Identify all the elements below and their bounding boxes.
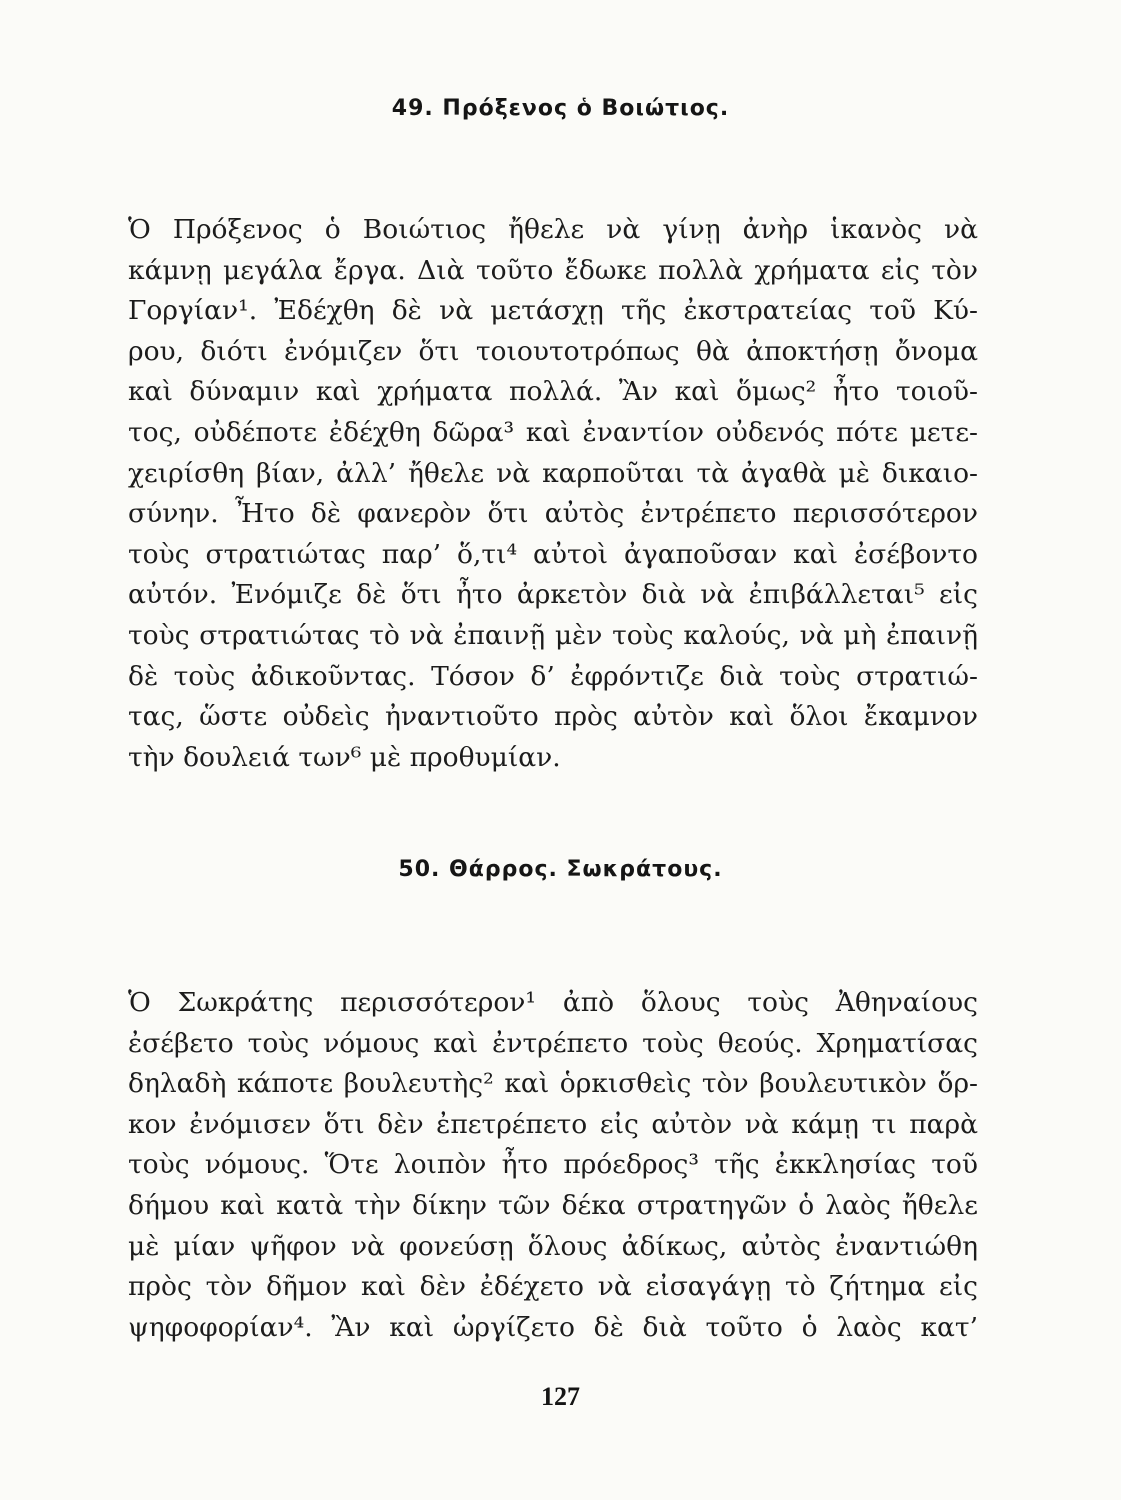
- text-line: Γοργίαν¹. Ἐδέχθη δὲ νὰ μετάσχῃ τῆς ἐκστρατείας τοῦ Κύ-: [128, 295, 978, 327]
- text-line: κον ἐνόμισεν ὅτι δὲν ἐπετρέπετο εἰς αὐτὸν νὰ κάμῃ τι παρὰ: [128, 1108, 978, 1140]
- text-line: Ὁ Σωκράτης περισσότερον¹ ἀπὸ ὅλους τοὺς Ἀθηναίους: [128, 987, 978, 1018]
- text-line: σύνην. Ἦτο δὲ φανερὸν ὅτι αὐτὸς ἐντρέπετο περισσότερον: [128, 498, 978, 530]
- text-line: μὲ μίαν ψῆφον νὰ φονεύσῃ ὅλους ἀδίκως, αὐτὸς ἐναντιώθη: [128, 1230, 978, 1262]
- text-line: τοὺς στρατιώτας παρ’ ὅ,τι⁴ αὐτοὶ ἀγαποῦσαν καὶ ἐσέβοντο: [128, 538, 978, 570]
- text-line: τὴν δουλειά των⁶ μὲ προθυμίαν.: [128, 741, 561, 773]
- text-line: ψηφοφορίαν⁴. Ἂν καὶ ὠργίζετο δὲ διὰ τοῦτο ὁ λαὸς κατ’: [128, 1311, 978, 1343]
- text-line: δηλαδὴ κάποτε βουλευτὴς² καὶ ὁρκισθεὶς τὸν βουλευτικὸν ὅρ-: [128, 1068, 978, 1100]
- text-line: ἐσέβετο τοὺς νόμους καὶ ἐντρέπετο τοὺς θεούς. Χρηματίσας: [128, 1027, 978, 1059]
- text-line: χειρίσθη βίαν, ἀλλ’ ἤθελε νὰ καρποῦται τὰ ἀγαθὰ μὲ δικαιο-: [128, 457, 978, 489]
- text-line: Ὁ Πρόξενος ὁ Βοιώτιος ἤθελε νὰ γίνῃ ἀνὴρ ἱκανὸς νὰ: [128, 214, 978, 245]
- text-line: κάμνῃ μεγάλα ἔργα. Διὰ τοῦτο ἔδωκε πολλὰ χρήματα εἰς τὸν: [128, 254, 978, 286]
- section-heading-49: 49. Πρόξενος ὁ Βοιώτιος.: [391, 96, 730, 121]
- section-heading-50: 50. Θάρρος. Σωκράτους.: [398, 857, 723, 882]
- text-line: τος, οὐδέποτε ἐδέχθη δῶρα³ καὶ ἐναντίον οὐδενός πότε μετε-: [128, 416, 978, 448]
- text-line: πρὸς τὸν δῆμον καὶ δὲν ἐδέχετο νὰ εἰσαγάγῃ τὸ ζήτημα εἰς: [128, 1271, 978, 1303]
- text-line: δήμου καὶ κατὰ τὴν δίκην τῶν δέκα στρατηγῶν ὁ λαὸς ἤθελε: [128, 1189, 978, 1221]
- section-body-50: [128, 983, 978, 1348]
- text-line: αὐτόν. Ἐνόμιζε δὲ ὅτι ἦτο ἀρκετὸν διὰ νὰ ἐπιβάλλεται⁵ εἰς: [128, 579, 978, 611]
- page-number: 127: [541, 1382, 580, 1411]
- text-line: δὲ τοὺς ἀδικοῦντας. Τόσον δ’ ἐφρόντιζε διὰ τοὺς στρατιώ-: [128, 660, 978, 692]
- text-line: καὶ δύναμιν καὶ χρήματα πολλά. Ἂν καὶ ὅμως² ἦτο τοιοῦ-: [128, 376, 978, 408]
- text-line: τοὺς στρατιώτας τὸ νὰ ἐπαινῇ μὲν τοὺς καλούς, νὰ μὴ ἐπαινῇ: [128, 619, 978, 651]
- text-line: ρου, διότι ἐνόμιζεν ὅτι τοιουτοτρόπως θὰ ἀποκτήσῃ ὄνομα: [128, 335, 978, 367]
- text-line: τοὺς νόμους. Ὅτε λοιπὸν ἦτο πρόεδρος³ τῆς ἐκκλησίας τοῦ: [128, 1149, 978, 1181]
- section-body-49: [128, 210, 978, 778]
- text-line: τας, ὥστε οὐδεὶς ἠναντιοῦτο πρὸς αὐτὸν καὶ ὅλοι ἔκαμνον: [128, 701, 978, 733]
